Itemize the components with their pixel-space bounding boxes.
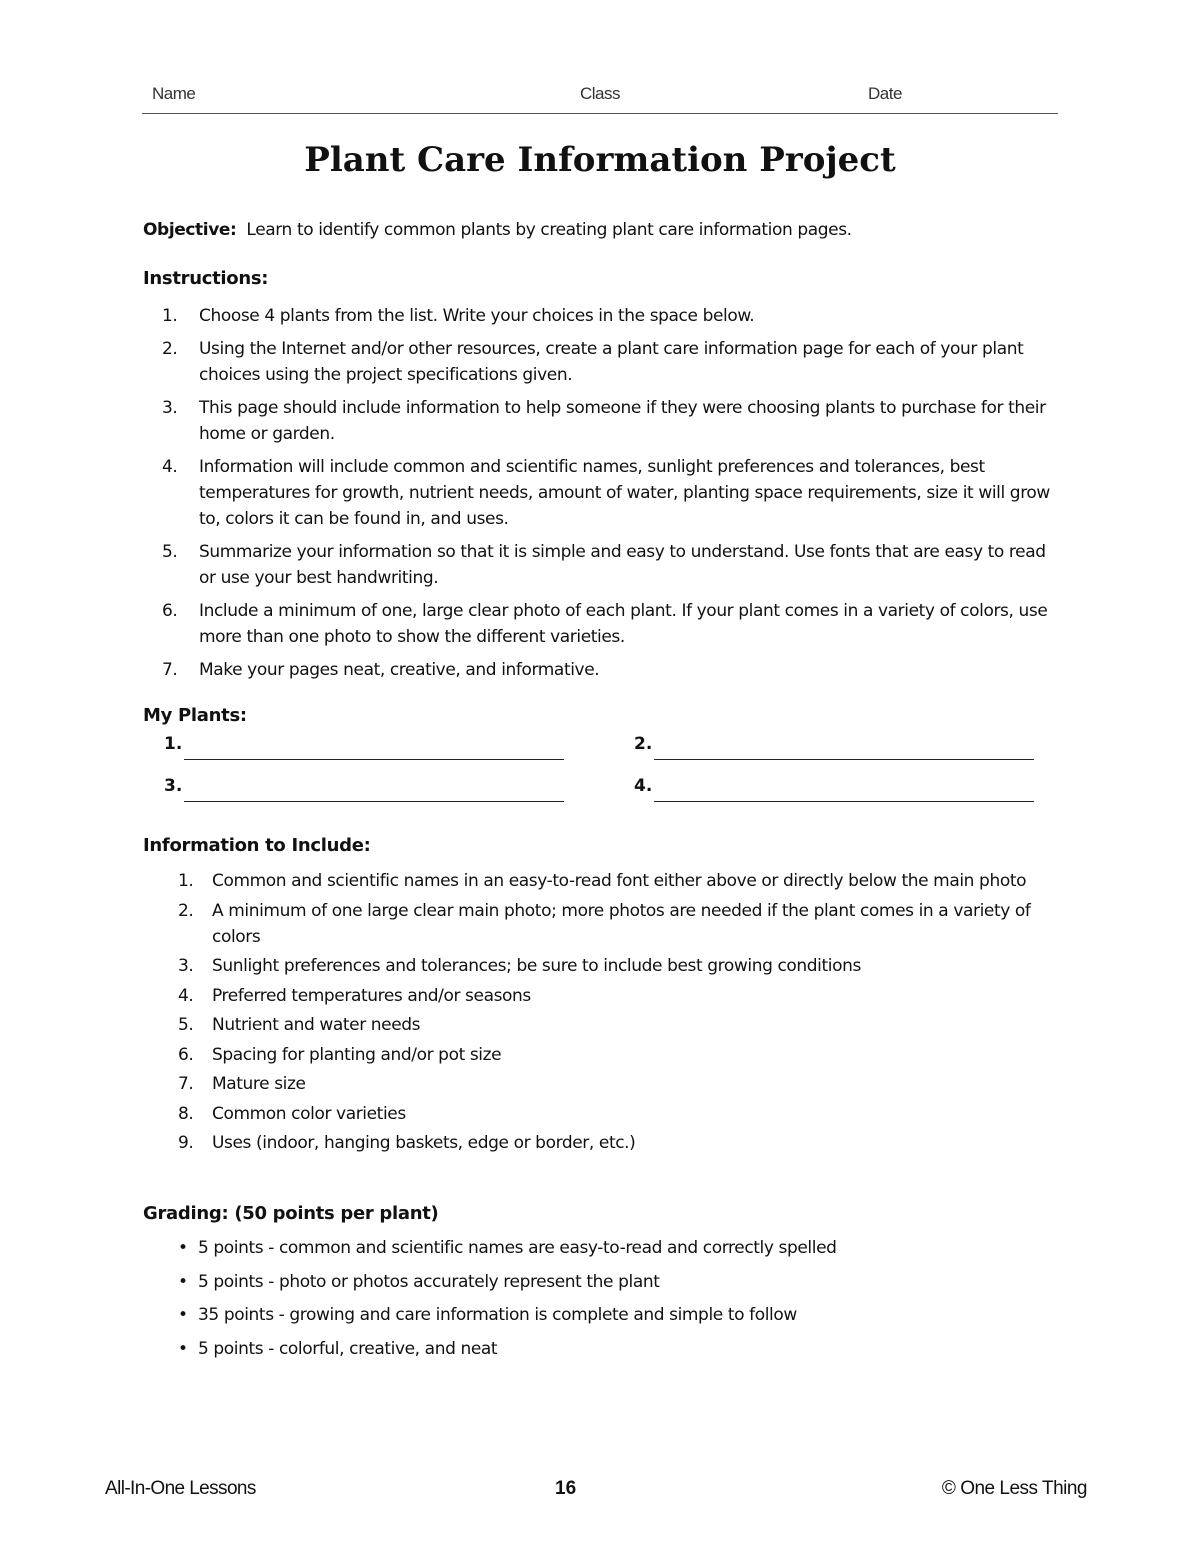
item-number: 3. [178,956,194,976]
item-number: 6. [178,1044,194,1065]
bullet-icon: • [178,1305,188,1325]
instructions-heading: Instructions: [143,268,269,289]
item-text: 5 points - common and scientific names are easy-to-read and correctly spelled [198,1238,837,1258]
plant-field-3[interactable] [164,776,564,806]
plant-field-number: 3. [164,776,183,796]
list-item [176,1302,1056,1328]
my-plants-fields [164,734,1044,814]
instructions-list [160,303,1060,690]
plant-field-number: 2. [634,734,653,754]
item-text: Common and scientific names in an easy-to-read font either above or directly below the main photo [212,871,1027,891]
item-number: 7. [162,660,178,680]
list-item [160,539,1060,591]
name-label: Name [152,84,196,103]
class-label: Class [580,84,621,103]
objective-label: Objective: [143,220,237,240]
item-text: This page should include information to help someone if they were choosing plants to purchase for their home or garden. [199,398,1046,444]
item-number: 2. [162,339,178,359]
list-item [176,1012,1056,1038]
grading-subheading: (50 points per plant) [234,1203,439,1224]
list-item [160,657,1060,683]
item-text: Nutrient and water needs [212,1015,421,1035]
list-item [176,1130,1056,1156]
item-number: 4. [178,985,194,1006]
list-item [176,1269,1056,1295]
item-number: 5. [178,1015,194,1035]
list-item [176,1336,1056,1362]
list-item [176,1042,1056,1068]
item-text: Make your pages neat, creative, and informative. [199,660,600,680]
list-item [176,1101,1056,1127]
list-item [160,395,1060,447]
list-item [160,303,1060,329]
list-item [176,1235,1056,1261]
write-in-line[interactable] [184,801,564,802]
item-text: 5 points - colorful, creative, and neat [198,1338,498,1359]
list-item [160,598,1060,650]
grading-heading [143,1203,438,1224]
list-item [160,336,1060,388]
grading-label: Grading: [143,1203,229,1224]
plant-field-number: 4. [634,776,653,796]
list-item [176,953,1056,979]
bullet-icon: • [178,1271,188,1292]
page-title: Plant Care Information Project [304,140,896,180]
item-text: 35 points - growing and care information is complete and simple to follow [198,1305,797,1325]
plant-field-1[interactable] [164,734,564,764]
item-number: 5. [162,542,178,562]
page-number: 16 [555,1478,577,1499]
item-text: A minimum of one large clear main photo; more photos are needed if the plant comes in a variety of colors [212,900,1031,947]
grading-list [176,1235,1056,1369]
footer-series: All-In-One Lessons [105,1478,256,1499]
item-number: 2. [178,900,194,921]
item-text: Preferred temperatures and/or seasons [212,985,531,1006]
information-list [176,868,1056,1160]
item-number: 6. [162,601,178,621]
student-info-row [142,80,1058,114]
list-item [176,898,1056,950]
item-text: Choose 4 plants from the list. Write your choices in the space below. [199,306,755,326]
item-number: 1. [162,306,178,326]
item-text: 5 points - photo or photos accurately represent the plant [198,1271,660,1292]
item-text: Spacing for planting and/or pot size [212,1044,502,1065]
item-text: Include a minimum of one, large clear photo of each plant. If your plant comes in a variety of colors, use more than one photo to show the different varieties. [199,601,1048,647]
item-number: 3. [162,398,178,418]
item-number: 1. [178,871,194,891]
item-number: 9. [178,1133,194,1153]
write-in-line[interactable] [654,759,1034,760]
item-text: Uses (indoor, hanging baskets, edge or border, etc.) [212,1133,636,1153]
objective-text: Learn to identify common plants by creating plant care information pages. [246,220,852,240]
my-plants-heading: My Plants: [143,705,247,726]
plant-field-number: 1. [164,734,183,754]
item-text: Common color varieties [212,1103,406,1124]
list-item [176,1071,1056,1097]
date-label: Date [868,84,902,103]
item-text: Information will include common and scientific names, sunlight preferences and tolerances, best temperatures for growth, nutrient needs, amount of water, planting space requirements, size it will grow to, colors it can be found in, and uses. [199,457,1050,529]
item-text: Mature size [212,1074,306,1094]
information-heading: Information to Include: [143,835,371,856]
list-item [160,454,1060,532]
item-number: 4. [162,457,178,477]
plant-field-4[interactable] [634,776,1044,806]
list-item [176,983,1056,1009]
list-item [176,868,1056,894]
item-text: Summarize your information so that it is simple and easy to understand. Use fonts that are easy to read or use your best handwriting. [199,542,1046,588]
bullet-icon: • [178,1338,188,1359]
item-number: 7. [178,1074,194,1094]
write-in-line[interactable] [654,801,1034,802]
plant-field-2[interactable] [634,734,1044,764]
item-text: Using the Internet and/or other resources, create a plant care information page for each of your plant choices using the project specifications given. [199,339,1024,385]
write-in-line[interactable] [184,759,564,760]
bullet-icon: • [178,1238,188,1258]
item-text: Sunlight preferences and tolerances; be sure to include best growing conditions [212,956,861,976]
objective [143,220,852,240]
page-footer [0,1478,1200,1508]
footer-copyright: © One Less Thing [941,1478,1087,1499]
item-number: 8. [178,1103,194,1124]
